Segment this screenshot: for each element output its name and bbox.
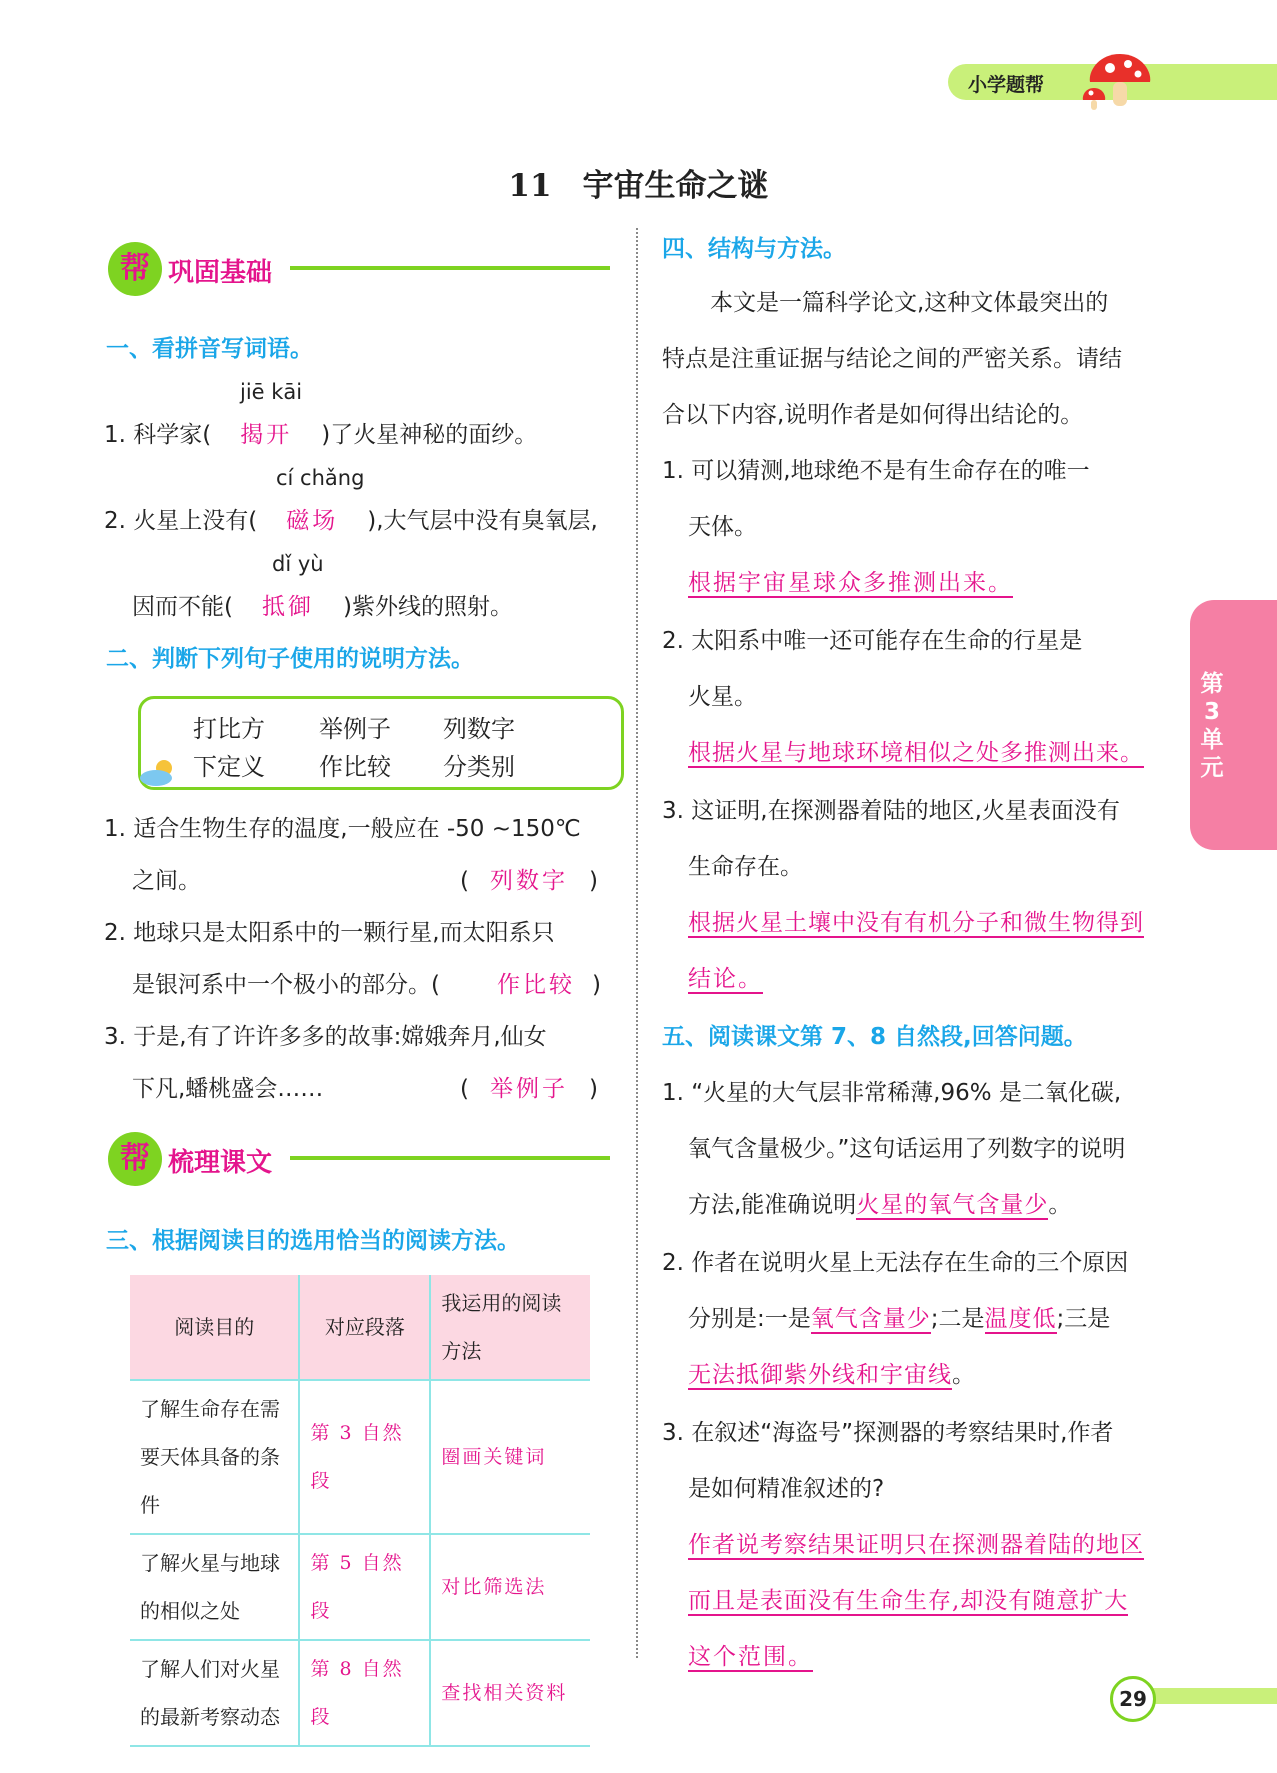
bang-icon: 帮: [108, 242, 162, 296]
table-row: [130, 1640, 590, 1746]
bang-icon: 帮: [108, 1132, 162, 1186]
q2-item-3-answer: ( 举例子 ): [460, 1076, 598, 1102]
cell-para: 第 8 自然段: [299, 1640, 430, 1746]
option: 下定义: [193, 753, 265, 781]
option: 作比较: [319, 753, 391, 781]
q5-item-3-line2: 是如何精准叙述的?: [688, 1476, 885, 1502]
q4-item-3-line2: 生命存在。: [688, 854, 803, 880]
option: 分类别: [443, 753, 515, 781]
page-number: 29: [1110, 1676, 1156, 1722]
q4-intro-2: 特点是注重证据与结论之间的严密关系。请结: [662, 346, 1122, 372]
q5-heading: 五、阅读课文第 7、8 自然段,回答问题。: [662, 1024, 1087, 1050]
q2-item-2-line1: 2. 地球只是太阳系中的一颗行星,而太阳系只: [104, 920, 555, 946]
q4-item-3-answer-2: 结论。: [688, 966, 763, 992]
q4-item-2-line2: 火星。: [688, 684, 757, 710]
q1-item-1: 1. 科学家( 揭开 )了火星神秘的面纱。: [104, 416, 537, 449]
q5-item-2-line3: 无法抵御紫外线和宇宙线。: [688, 1362, 975, 1388]
cloud-sun-icon: [138, 758, 178, 788]
q5-item-3-answer-2: 而且是表面没有生命生存,却没有随意扩大: [688, 1588, 1129, 1614]
col-header: 对应段落: [299, 1275, 430, 1380]
method-options-box: [138, 696, 624, 790]
q2-item-2-answer: 作比较 ): [497, 972, 601, 998]
section-head-basics: 巩固基础: [168, 258, 273, 288]
q2-heading: 二、判断下列句子使用的说明方法。: [106, 646, 474, 672]
column-divider: [636, 228, 638, 1658]
pinyin: cí chǎng: [276, 466, 365, 490]
col-header: 我运用的阅读方法: [430, 1275, 590, 1380]
q2-item-3-line2: 下凡,蟠桃盛会……: [132, 1076, 324, 1102]
section-head-review: 梳理课文: [168, 1148, 273, 1178]
pinyin: dǐ yù: [272, 552, 324, 576]
q2-item-1-line2: 之间。: [132, 868, 201, 894]
q4-item-1-answer: 根据宇宙星球众多推测出来。: [688, 570, 1013, 596]
answer: 磁场: [286, 508, 339, 534]
q3-heading: 三、根据阅读目的选用恰当的阅读方法。: [106, 1228, 520, 1254]
option: 列数字: [443, 715, 515, 743]
q5-item-3-answer-3: 这个范围。: [688, 1644, 813, 1670]
page-number-bar: [1140, 1688, 1277, 1704]
cell-purpose: 了解生命存在需要天体具备的条件: [130, 1380, 299, 1534]
q5-item-3-answer-1: 作者说考察结果证明只在探测器着陆的地区: [688, 1532, 1144, 1558]
q4-item-3-answer-1: 根据火星土壤中没有有机分子和微生物得到: [688, 910, 1144, 936]
q1-item-2: 2. 火星上没有( 磁场 ),大气层中没有臭氧层,: [104, 502, 598, 535]
table-header-row: [130, 1275, 590, 1380]
table-row: [130, 1534, 590, 1640]
brand-label: 小学题帮: [968, 74, 1045, 96]
answer: 抵御: [261, 594, 314, 620]
cell-para: 第 3 自然段: [299, 1380, 430, 1534]
q1-heading: 一、看拼音写词语。: [106, 336, 313, 362]
q4-item-2-answer: 根据火星与地球环境相似之处多推测出来。: [688, 740, 1144, 766]
q2-item-3-line1: 3. 于是,有了许许多多的故事:嫦娥奔月,仙女: [104, 1024, 547, 1050]
option: 举例子: [319, 715, 391, 743]
cell-purpose: 了解火星与地球的相似之处: [130, 1534, 299, 1640]
page-title: 11 宇宙生命之谜: [508, 168, 769, 204]
q5-item-3-line1: 3. 在叙述“海盗号”探测器的考察结果时,作者: [662, 1420, 1114, 1446]
q5-item-2-line1: 2. 作者在说明火星上无法存在生命的三个原因: [662, 1250, 1129, 1276]
mushroom-icon: [1080, 44, 1160, 114]
cell-purpose: 了解人们对火星的最新考察动态: [130, 1640, 299, 1746]
q4-item-3-line1: 3. 这证明,在探测器着陆的地区,火星表面没有: [662, 798, 1120, 824]
q2-item-1-line1: 1. 适合生物生存的温度,一般应在 -50 ~150℃: [104, 816, 581, 842]
cell-method: 查找相关资料: [430, 1640, 590, 1746]
option: 打比方: [193, 715, 265, 743]
q4-item-1-line2: 天体。: [688, 514, 757, 540]
cell-method: 对比筛选法: [430, 1534, 590, 1640]
q4-intro-3: 合以下内容,说明作者是如何得出结论的。: [662, 402, 1084, 428]
reading-method-table: [130, 1275, 590, 1747]
table-row: [130, 1380, 590, 1534]
q5-item-1-line1: 1. “火星的大气层非常稀薄,96% 是二氧化碳,: [662, 1080, 1122, 1106]
q5-item-1-line3: 方法,能准确说明火星的氧气含量少。: [688, 1192, 1072, 1218]
q4-item-2-line1: 2. 太阳系中唯一还可能存在生命的行星是: [662, 628, 1083, 654]
answer: 揭开: [240, 422, 293, 448]
q4-heading: 四、结构与方法。: [662, 236, 846, 262]
section-head-line: [290, 1156, 610, 1160]
q1-item-3: 因而不能( 抵御 )紫外线的照射。: [132, 588, 513, 621]
pinyin: jiē kāi: [240, 380, 303, 404]
unit-label: 第3单元: [1200, 671, 1224, 781]
cell-para: 第 5 自然段: [299, 1534, 430, 1640]
q2-item-1-answer: ( 列数字 ): [460, 868, 598, 894]
q2-item-2-line2: 是银河系中一个极小的部分。(: [132, 972, 440, 998]
q4-item-1-line1: 1. 可以猜测,地球绝不是有生命存在的唯一: [662, 458, 1090, 484]
col-header: 阅读目的: [130, 1275, 299, 1380]
section-head-line: [290, 266, 610, 270]
q5-item-2-line2: 分别是:一是氧气含量少;二是温度低;三是: [688, 1306, 1111, 1332]
q4-intro-1: 本文是一篇科学论文,这种文体最突出的: [710, 290, 1109, 316]
q5-item-1-line2: 氧气含量极少。”这句话运用了列数字的说明: [688, 1136, 1126, 1162]
cell-method: 圈画关键词: [430, 1380, 590, 1534]
